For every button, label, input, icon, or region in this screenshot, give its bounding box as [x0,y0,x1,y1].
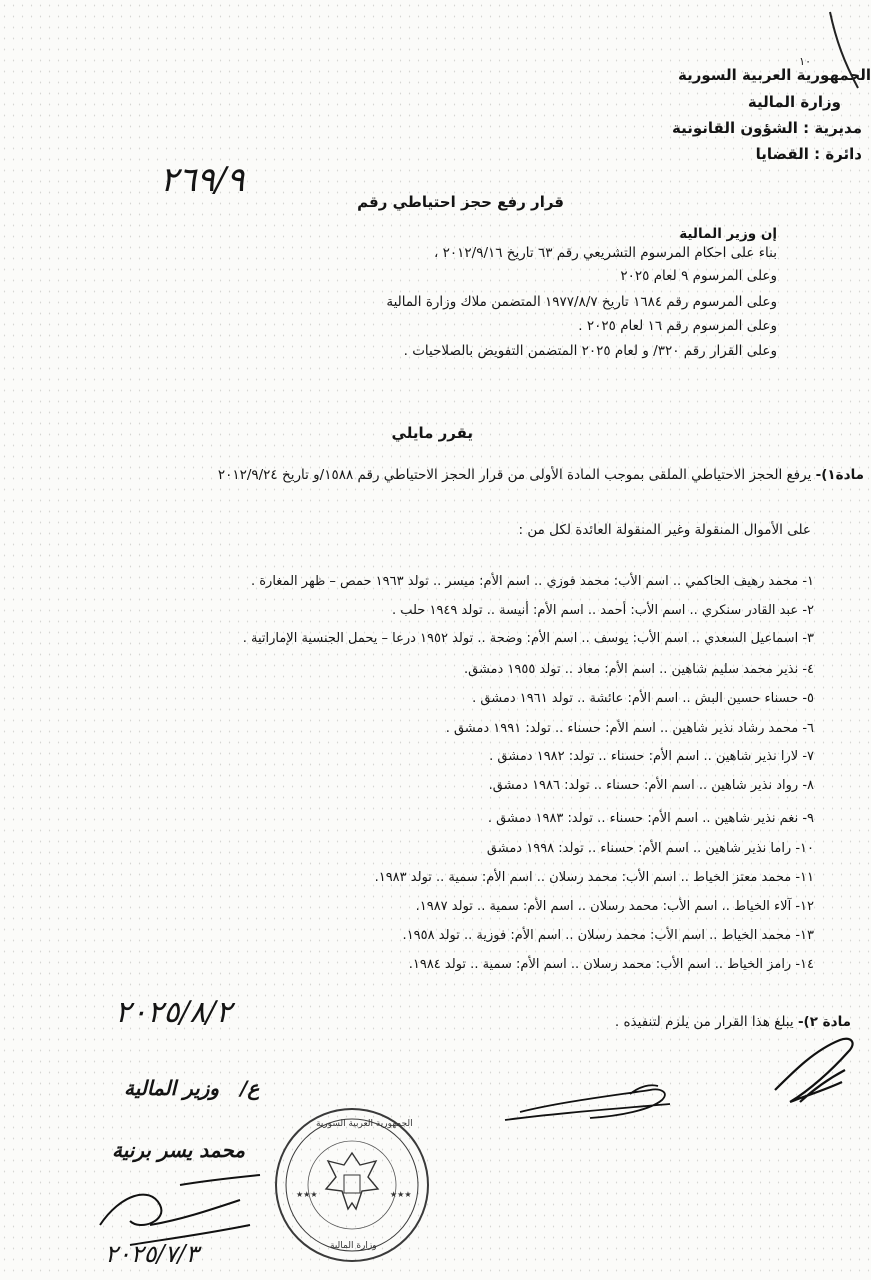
person-item: ١١- محمد معتز الخياط .. اسم الأب: محمد رسلان .. اسم الأم: سمية .. تولد ١٩٨٣. [374,870,814,885]
person-item: ١٢- آلاء الخياط .. اسم الأب: محمد رسلان .. اسم الأم: سمية .. تولد ١٩٨٧. [415,899,814,914]
minister-name: محمد يسر برنية [112,1138,245,1162]
minister-title-text: وزير المالية [124,1076,220,1100]
article1-subtext: على الأموال المنقولة وغير المنقولة العائدة لكل من : [518,522,811,538]
decision-title: قرار رفع حجز احتياطي رقم [357,193,564,211]
preamble-line-2: بناء على احكام المرسوم التشريعي رقم ٦٣ تاريخ ٢٠١٢/٩/١٦ ، [434,245,777,261]
stamp-stars-left: ★★★ [296,1190,318,1199]
stamp-stars-right: ★★★ [390,1190,412,1199]
right-signature [770,1030,865,1120]
stamp-bottom-text: وزارة المالية [330,1241,377,1251]
department-line: دائرة : القضايا [755,145,862,163]
person-item: ١٣- محمد الخياط .. اسم الأب: محمد رسلان .. اسم الأم: فوزية .. تولد ١٩٥٨. [402,928,814,943]
handwritten-decision-number: ٢٦٩/٩ [160,160,245,200]
republic-line: الجمهورية العربية السورية [678,66,871,84]
article1-text: يرفع الحجز الاحتياطي الملقى بموجب المادة الأولى من قرار الحجز الاحتياطي رقم ١٥٨٨/و تاريخ ٢٠١٢/٩/٢٤ [217,467,812,483]
directorate-line: مديرية : الشؤون القانونية [672,119,862,137]
preamble-line-3: وعلى المرسوم ٩ لعام ٢٠٢٥ [620,268,777,284]
person-item: ١٤- رامز الخياط .. اسم الأب: محمد رسلان .. اسم الأم: سمية .. تولد ١٩٨٤. [408,957,814,972]
preamble-line-6: وعلى القرار رقم ٣٢٠/ و لعام ٢٠٢٥ المتضمن التفويض بالصلاحيات . [403,343,777,359]
ministry-line: وزارة المالية [747,93,841,111]
person-item: ٢- عبد القادر سنكري .. اسم الأب: أحمد .. اسم الأم: أنيسة .. تولد ١٩٤٩ حلب . [391,603,814,618]
person-item: ٦- محمد رشاد نذير شاهين .. اسم الأم: حسناء .. تولد: ١٩٩١ دمشق . [445,721,814,736]
person-item: ١- محمد رهيف الحاكمي .. اسم الأب: محمد فوزي .. اسم الأم: ميسر .. تولد ١٩٦٣ حمص – ظهر المغارة . [250,574,814,589]
article1-line [218,467,864,483]
preamble-line-5: وعلى المرسوم رقم ١٦ لعام ٢٠٢٥ . [578,318,777,334]
minister-title [124,1076,259,1100]
ministry-stamp [272,1105,432,1265]
person-item: ١٠- راما نذير شاهين .. اسم الأم: حسناء .. تولد: ١٩٩٨ دمشق [486,841,814,856]
person-item: ٥- حسناء حسين البش .. اسم الأم: عائشة .. تولد ١٩٦١ دمشق . [472,691,814,706]
top-mark: ١٠ [799,55,811,68]
preamble-line-1: إن وزير المالية [679,226,777,242]
minister-prefix: ع/ [240,1076,260,1100]
corner-pen-stroke [800,10,860,100]
article2-line [615,1014,851,1030]
middle-signature [500,1072,700,1132]
bottom-handwritten-date: ٢٠٢٥/٧/٣ [105,1240,199,1268]
person-item: ٨- رواد نذير شاهين .. اسم الأم: حسناء .. تولد: ١٩٨٦ دمشق. [488,778,814,793]
preamble-line-4: وعلى المرسوم رقم ١٦٨٤ تاريخ ١٩٧٧/٨/٧ المتضمن ملاك وزارة المالية [386,294,777,310]
article2-label: مادة ٢)- [797,1014,851,1030]
person-item: ٧- لارا نذير شاهين .. اسم الأم: حسناء .. تولد: ١٩٨٢ دمشق . [489,749,814,764]
person-item: ٩- نغم نذير شاهين .. اسم الأم: حسناء .. تولد: ١٩٨٣ دمشق . [487,811,814,826]
article2-text: يبلغ هذا القرار من يلزم لتنفيذه . [614,1014,794,1030]
decides-heading: يقرر مايلي [391,424,473,442]
article1-label: مادة١)- [815,467,864,483]
handwritten-date: ٢٠٢٥/٨/٢ [115,995,232,1030]
person-item: ٤- نذير محمد سليم شاهين .. اسم الأم: معاد .. تولد ١٩٥٥ دمشق. [463,662,814,677]
stamp-top-text: الجمهورية العربية السورية [316,1119,413,1129]
person-item: ٣- اسماعيل السعدي .. اسم الأب: يوسف .. اسم الأم: وضحة .. تولد ١٩٥٢ درعا – يحمل الجنسية الإماراتية . [242,631,814,646]
